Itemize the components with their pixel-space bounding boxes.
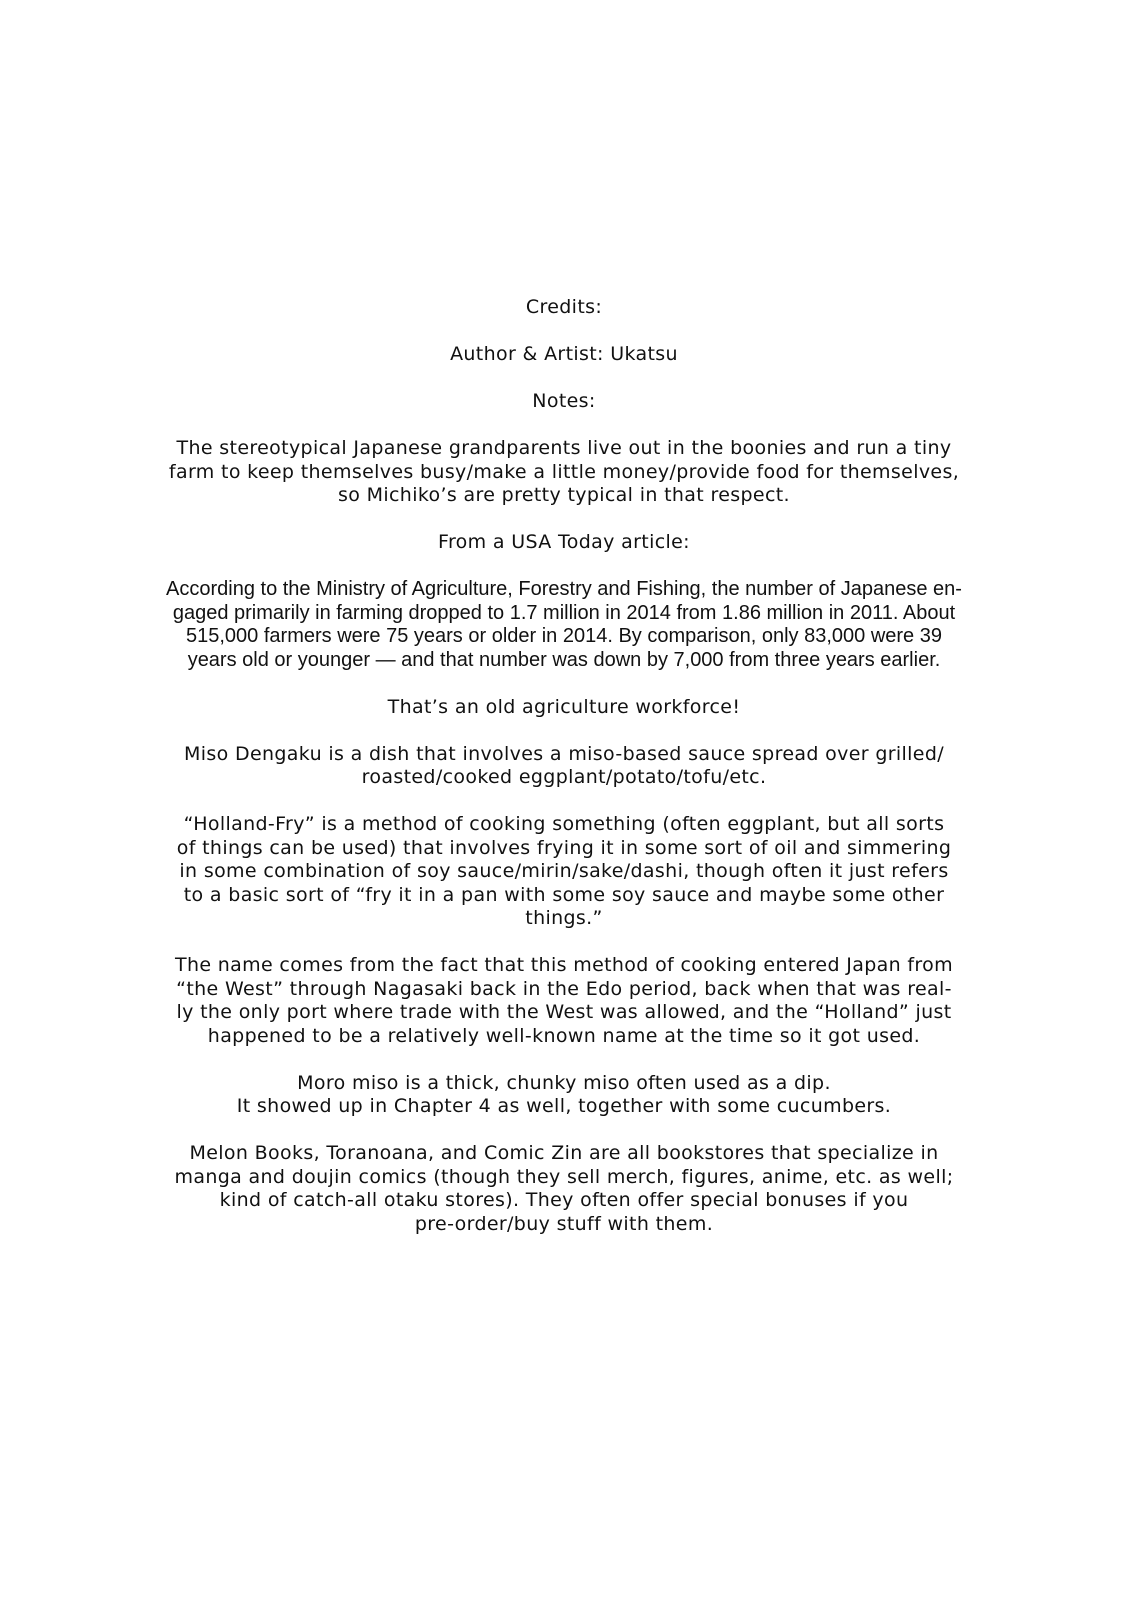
note-line: to a basic sort of “fry it in a pan with some soy sauce and maybe some other xyxy=(183,883,945,906)
note-line: That’s an old agriculture workforce! xyxy=(387,695,741,718)
note-moro-miso xyxy=(100,1072,1028,1119)
note-holland-fry xyxy=(100,813,1028,931)
note-line: manga and doujin comics (though they sell merch, figures, anime, etc. as well; xyxy=(174,1165,954,1188)
note-usa-today-intro xyxy=(100,531,1028,555)
note-line: Moro miso is a thick, chunky miso often used as a dip. xyxy=(297,1071,831,1094)
note-line: happened to be a relatively well-known name at the time so it got used. xyxy=(207,1024,921,1047)
quote-line: 515,000 farmers were 75 years or older in 2014. By comparison, only 83,000 were 39 xyxy=(186,625,942,647)
quote-line: gaged primarily in farming dropped to 1.7 million in 2014 from 1.86 million in 2011. About xyxy=(172,601,956,624)
notes-column xyxy=(100,296,1028,1260)
credits-heading: Credits: xyxy=(525,296,603,318)
note-bookstores xyxy=(100,1142,1028,1236)
note-miso-dengaku xyxy=(100,743,1028,790)
note-line: The name comes from the fact that this method of cooking entered Japan from xyxy=(174,954,954,976)
note-line: pre-order/buy stuff with them. xyxy=(414,1212,714,1235)
author-artist-credit: Author & Artist: Ukatsu xyxy=(450,343,678,365)
note-line: It showed up in Chapter 4 as well, together with some cucumbers. xyxy=(236,1095,892,1117)
note-line: in some combination of soy sauce/mirin/sake/dashi, though often it just refers xyxy=(179,860,949,882)
note-line: things.” xyxy=(525,907,603,929)
note-line: of things can be used) that involves frying it in some sort of oil and simmering xyxy=(176,836,952,859)
note-old-workforce xyxy=(100,696,1028,720)
note-line: From a USA Today article: xyxy=(438,531,690,553)
note-line: “the West” through Nagasaki back in the Edo period, back when that was real- xyxy=(176,977,952,1000)
note-line: farm to keep themselves busy/make a little money/provide food for themselves, xyxy=(168,460,960,483)
note-line: “Holland-Fry” is a method of cooking something (often eggplant, but all sorts xyxy=(183,813,945,835)
note-line: The stereotypical Japanese grandparents live out in the boonies and run a tiny xyxy=(176,437,952,459)
quote-line: years old or younger — and that number was down by 7,000 from three years earlier. xyxy=(187,648,941,671)
note-line: so Michiko’s are pretty typical in that respect. xyxy=(338,484,790,506)
note-holland-name xyxy=(100,954,1028,1048)
notes-heading: Notes: xyxy=(532,390,596,412)
note-line: kind of catch-all otaku stores). They often offer special bonuses if you xyxy=(219,1189,909,1211)
usa-today-quote xyxy=(100,578,1028,672)
note-line: Miso Dengaku is a dish that involves a miso-based sauce spread over grilled/ xyxy=(184,742,944,765)
note-grandparents xyxy=(100,437,1028,508)
quote-line: According to the Ministry of Agriculture, Forestry and Fishing, the number of Japanese en- xyxy=(166,578,962,600)
note-line: Melon Books, Toranoana, and Comic Zin are all bookstores that specialize in xyxy=(189,1142,939,1164)
note-line: roasted/cooked eggplant/potato/tofu/etc. xyxy=(361,766,767,788)
note-line: ly the only port where trade with the West was allowed, and the “Holland” just xyxy=(176,1001,952,1023)
